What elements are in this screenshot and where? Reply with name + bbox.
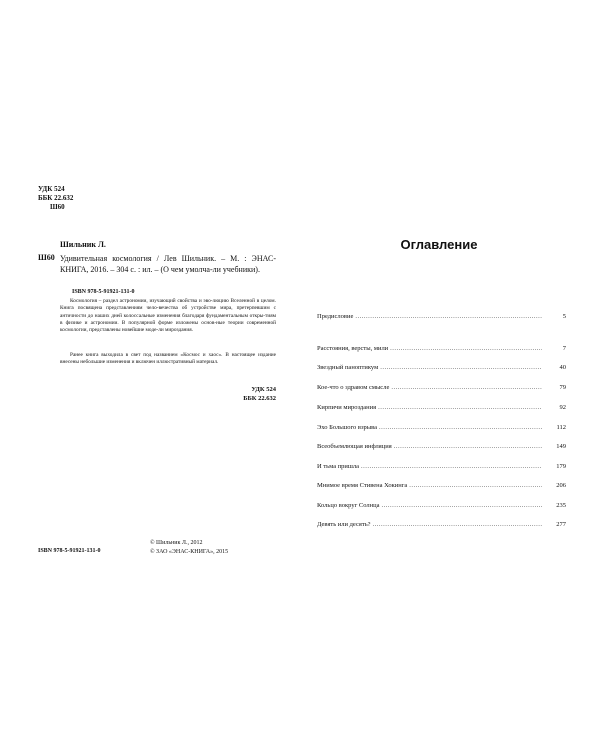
toc-entry-label: Девять или десять?	[317, 521, 371, 528]
toc-leader-dots	[355, 313, 542, 320]
toc-leader-dots	[373, 521, 542, 528]
copyright-block	[150, 539, 228, 557]
toc-entry-label: Эхо Большого взрыва	[317, 424, 378, 431]
toc-entry[interactable]	[317, 345, 566, 352]
toc-leader-dots	[390, 345, 542, 352]
toc-entry-page: 92	[559, 404, 566, 411]
author-heading: Шильник Л.	[60, 240, 106, 249]
toc-entry-page: 5	[562, 313, 566, 320]
toc-entry[interactable]	[317, 443, 566, 450]
toc-entry-label: И тьма пришла	[317, 463, 360, 470]
toc-leader-dots	[394, 443, 542, 450]
toc-entry[interactable]	[317, 521, 566, 528]
toc-leader-dots	[381, 502, 542, 509]
toc-entry[interactable]	[317, 463, 566, 470]
toc-entry-label: Предисловие	[317, 313, 354, 320]
toc-entry-page: 79	[559, 384, 566, 391]
toc-entry[interactable]	[317, 424, 566, 431]
shifr-code: Ш60	[38, 253, 55, 262]
toc-entry-page: 179	[556, 463, 566, 470]
isbn-bottom: ISBN 978-5-91921-131-0	[38, 548, 101, 554]
copyright-author: © Шильник Л., 2012	[150, 540, 203, 546]
toc-entry-label: Кое-что о здравом смысле	[317, 384, 390, 391]
toc-entry[interactable]	[317, 364, 566, 371]
bbk-code: ББК 22.632	[38, 194, 74, 202]
toc-entry-page: 112	[556, 424, 566, 431]
toc-leader-dots	[409, 482, 542, 489]
bibliographic-description: Удивительная космология / Лев Шильник. – М. : ЭНАС-КНИГА, 2016. – 304 с. : ил. – (О чем умолча-ли учебники).	[60, 254, 276, 274]
toc-entry-page: 149	[556, 443, 566, 450]
toc-entry-label: Кольцо вокруг Солнца	[317, 502, 380, 509]
annotation: Космология – раздел астрономии, изучающий свойства и эво-люцию Вселенной в целом. Книга посвящена представлениям чело-вечества об устройстве мира, претерпевшим с античности до наших дней колоссальные изменения благодаря фундаментальным откры-тиям в физике и астрономии. В популярной форме изложены основ-ные теории современной космологии, представлены новейшие моде-ли мироздания.	[60, 298, 276, 334]
toc-entry-page: 277	[556, 521, 566, 528]
toc-leader-dots	[379, 424, 542, 431]
toc-leader-dots	[361, 463, 542, 470]
toc-entry-label: Звездный паноптикум	[317, 364, 379, 371]
toc-entry-page: 40	[559, 364, 566, 371]
toc-title: Оглавление	[400, 237, 478, 252]
copyright-publisher: © ЗАО «ЭНАС-КНИГА», 2015	[150, 549, 229, 555]
toc-entry-page: 7	[562, 345, 566, 352]
udk-code-right: УДК 524	[251, 386, 276, 393]
bbk-code-right: ББК 22.632	[243, 395, 276, 402]
toc-entry[interactable]	[317, 502, 566, 509]
toc-leader-dots	[378, 404, 542, 411]
toc-entry[interactable]	[317, 404, 566, 411]
udk-code: УДК 524	[38, 185, 65, 193]
annotation-note: Ранее книга выходила в свет под названием «Космос и хаос». В настоящее издание внесены небольшие изменения и включен иллюстративный материал.	[60, 352, 276, 366]
classification-codes-right	[200, 385, 276, 403]
toc-leader-dots	[380, 364, 542, 371]
isbn-top: ISBN 978-5-91921-131-0	[72, 289, 135, 295]
toc-entry[interactable]	[317, 313, 566, 320]
toc-entry-label: Расстояния, версты, мили	[317, 345, 389, 352]
classification-codes	[38, 185, 73, 212]
toc-entry-label: Мнимое время Стивена Хокинга	[317, 482, 408, 489]
author-mark: Ш60	[50, 203, 65, 211]
toc-entry[interactable]	[317, 482, 566, 489]
toc-leader-dots	[391, 384, 542, 391]
toc-entry-label: Всеобъемлющая инфляция	[317, 443, 392, 450]
toc-entry-label: Кирпичи мироздания	[317, 404, 377, 411]
toc-entry[interactable]	[317, 384, 566, 391]
toc-entry-page: 235	[556, 502, 566, 509]
toc-entry-page: 206	[556, 482, 566, 489]
